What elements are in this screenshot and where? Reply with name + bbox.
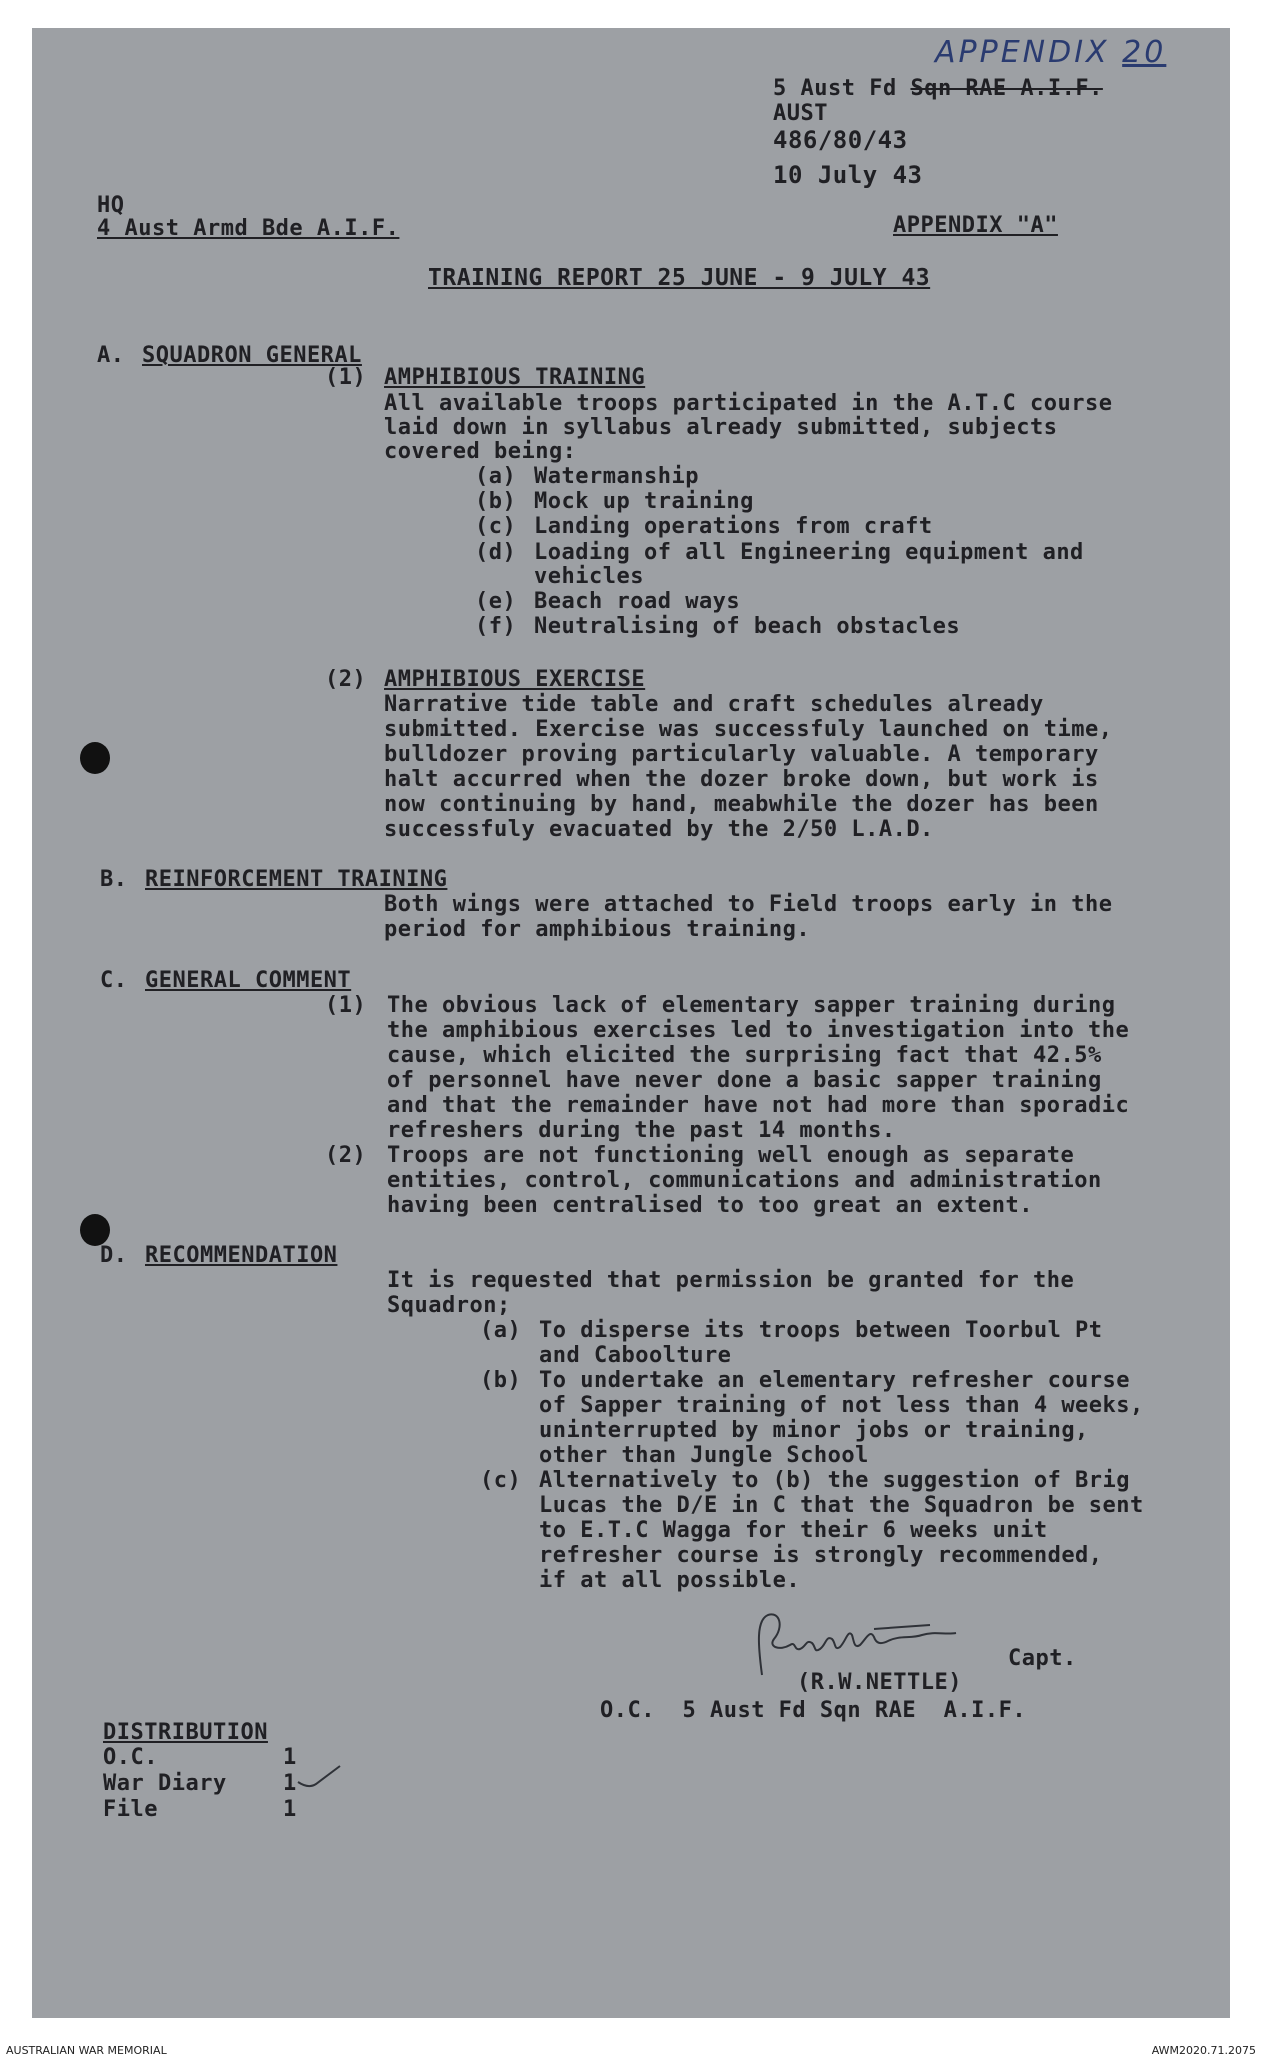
addressee-formation: 4 Aust Armd Bde A.I.F. bbox=[97, 216, 400, 241]
text-line: cause, which elicited the surprising fact that 42.5% bbox=[387, 1043, 1102, 1068]
text-line: successfuly evacuated by the 2/50 L.A.D. bbox=[384, 817, 934, 842]
document-date: 10 July 43 bbox=[773, 161, 923, 189]
text-line: and Caboolture bbox=[539, 1343, 732, 1368]
handwritten-tick-mark bbox=[296, 1764, 342, 1790]
text-line: halt accurred when the dozer broke down, but work is bbox=[384, 767, 1099, 792]
list-item-text: Loading of all Engineering equipment and bbox=[534, 540, 1084, 565]
text-line: now continuing by hand, meabwhile the dozer has been bbox=[384, 792, 1099, 817]
text-line: submitted. Exercise was successfuly launched on time, bbox=[384, 717, 1113, 742]
text-line: covered being: bbox=[384, 439, 577, 464]
text-line: the amphibious exercises led to investigation into the bbox=[387, 1018, 1130, 1043]
text-line: refresher course is strongly recommended, bbox=[539, 1543, 1103, 1568]
text-line: if at all possible. bbox=[539, 1568, 801, 1593]
distribution-recipient: File bbox=[103, 1797, 158, 1822]
list-item-label: (b) bbox=[480, 1368, 522, 1393]
section-a-letter: A. bbox=[97, 343, 125, 368]
text-line: and that the remainder have not had more than sporadic bbox=[387, 1093, 1130, 1118]
addressee-hq: HQ bbox=[97, 193, 125, 218]
list-item-label: (c) bbox=[475, 514, 517, 539]
archive-reference: AWM2020.71.2075 bbox=[1151, 2044, 1256, 2057]
distribution-qty: 1 bbox=[283, 1797, 297, 1822]
list-item-text: Neutralising of beach obstacles bbox=[534, 614, 961, 639]
section-c-sub2-num: (2) bbox=[325, 1143, 367, 1168]
unit-struck-text: Sqn RAE A.I.F. bbox=[910, 76, 1103, 101]
distribution-recipient: O.C. bbox=[103, 1745, 158, 1770]
list-item-text: Mock up training bbox=[534, 489, 754, 514]
distribution-recipient: War Diary bbox=[103, 1771, 227, 1796]
list-item-label: (c) bbox=[480, 1468, 522, 1493]
text-line: other than Jungle School bbox=[539, 1443, 869, 1468]
text-line: It is requested that permission be granted for the bbox=[387, 1268, 1075, 1293]
section-b-letter: B. bbox=[100, 867, 128, 892]
section-a-sub1-num: (1) bbox=[325, 365, 367, 390]
handwritten-appendix-number: 20 bbox=[1122, 35, 1167, 70]
punch-hole bbox=[80, 742, 110, 774]
text-line: period for amphibious training. bbox=[384, 917, 811, 942]
list-item-label: (f) bbox=[475, 614, 517, 639]
list-item-label: (d) bbox=[475, 540, 517, 565]
signatory-rank: Capt. bbox=[1008, 1646, 1077, 1671]
distribution-qty: 1 bbox=[283, 1745, 297, 1770]
text-line: to E.T.C Wagga for their 6 weeks unit bbox=[539, 1518, 1048, 1543]
text-line: To undertake an elementary refresher course bbox=[539, 1368, 1131, 1393]
section-d-letter: D. bbox=[100, 1243, 128, 1268]
section-c-sub1-num: (1) bbox=[325, 993, 367, 1018]
text-line: laid down in syllabus already submitted, subjects bbox=[384, 415, 1058, 440]
text-line: Narrative tide table and craft schedules already bbox=[384, 692, 1044, 717]
distribution-qty: 1 bbox=[283, 1771, 297, 1796]
signatory-name: (R.W.NETTLE) bbox=[797, 1670, 962, 1695]
text-line: entities, control, communications and administration bbox=[387, 1168, 1102, 1193]
section-c-letter: C. bbox=[100, 968, 128, 993]
reference-number: 486/80/43 bbox=[773, 126, 908, 154]
section-a-sub2-heading: AMPHIBIOUS EXERCISE bbox=[384, 667, 646, 692]
text-line: All available troops participated in the A.T.C course bbox=[384, 391, 1113, 416]
text-line: uninterrupted by minor jobs or training, bbox=[539, 1418, 1089, 1443]
section-b-heading: REINFORCEMENT TRAINING bbox=[145, 867, 448, 892]
list-item-label: (a) bbox=[475, 464, 517, 489]
appendix-label: APPENDIX "A" bbox=[893, 213, 1058, 238]
list-item-label: (b) bbox=[475, 489, 517, 514]
list-item-text: Watermanship bbox=[534, 464, 699, 489]
handwritten-appendix-annotation bbox=[935, 35, 1167, 70]
text-line: of Sapper training of not less than 4 weeks, bbox=[539, 1393, 1144, 1418]
text-line: bulldozer proving particularly valuable. A temporary bbox=[384, 742, 1099, 767]
section-a-sub2-num: (2) bbox=[325, 667, 367, 692]
section-c-heading: GENERAL COMMENT bbox=[145, 968, 352, 993]
unit-line-aust: AUST bbox=[773, 101, 828, 126]
text-line: refreshers during the past 14 months. bbox=[387, 1118, 896, 1143]
signatory-appointment: O.C. 5 Aust Fd Sqn RAE A.I.F. bbox=[600, 1698, 1027, 1723]
section-d-heading: RECOMMENDATION bbox=[145, 1243, 338, 1268]
text-line: Both wings were attached to Field troops early in the bbox=[384, 892, 1113, 917]
section-a-sub1-heading: AMPHIBIOUS TRAINING bbox=[384, 365, 646, 390]
unit-designation: 5 Aust Fd bbox=[773, 76, 911, 101]
list-item-text: Landing operations from craft bbox=[534, 514, 933, 539]
section-a-heading: SQUADRON GENERAL bbox=[142, 343, 362, 368]
list-item-text: Beach road ways bbox=[534, 589, 741, 614]
text-line: having been centralised to too great an extent. bbox=[387, 1193, 1034, 1218]
text-line: Lucas the D/E in C that the Squadron be sent bbox=[539, 1493, 1144, 1518]
handwritten-appendix-word: APPENDIX bbox=[935, 35, 1110, 70]
report-title: TRAINING REPORT 25 JUNE - 9 JULY 43 bbox=[428, 265, 931, 291]
archive-credit: AUSTRALIAN WAR MEMORIAL bbox=[6, 2044, 167, 2057]
text-line: Alternatively to (b) the suggestion of Brig bbox=[539, 1468, 1131, 1493]
distribution-heading: DISTRIBUTION bbox=[103, 1720, 268, 1745]
list-item-label: (a) bbox=[480, 1318, 522, 1343]
text-line: To disperse its troops between Toorbul Pt bbox=[539, 1318, 1103, 1343]
list-item-text: vehicles bbox=[534, 564, 644, 589]
text-line: The obvious lack of elementary sapper training during bbox=[387, 993, 1116, 1018]
unit-line bbox=[773, 76, 1103, 101]
punch-hole bbox=[80, 1214, 110, 1246]
list-item-label: (e) bbox=[475, 589, 517, 614]
text-line: of personnel have never done a basic sapper training bbox=[387, 1068, 1102, 1093]
text-line: Squadron; bbox=[387, 1293, 511, 1318]
text-line: Troops are not functioning well enough as separate bbox=[387, 1143, 1075, 1168]
